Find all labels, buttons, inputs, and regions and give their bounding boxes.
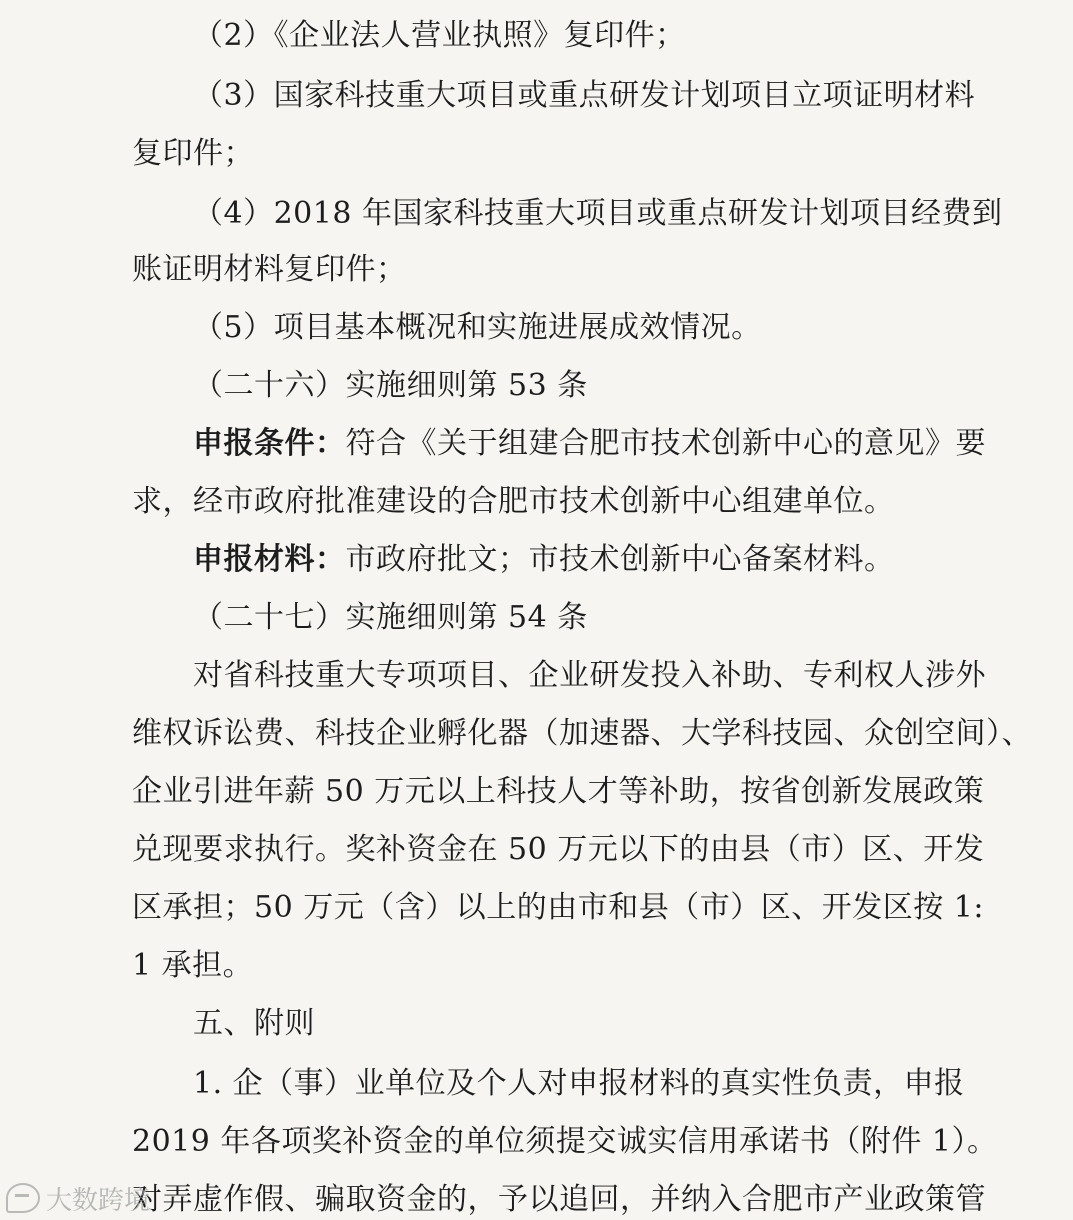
text-line-9: 求，经市政府批准建设的合肥市技术创新中心组建单位。 bbox=[132, 484, 895, 519]
text-line-5: 账证明材料复印件； bbox=[132, 252, 407, 287]
chat-bubble-icon bbox=[6, 1183, 40, 1213]
section-heading-27: （二十七）实施细则第 54 条 bbox=[193, 600, 588, 635]
text-line-20: 2019 年各项奖补资金的单位须提交诚实信用承诺书（附件 1）。 bbox=[132, 1124, 998, 1159]
text-line-14: 企业引进年薪 50 万元以上科技人才等补助，按省创新发展政策 bbox=[132, 774, 985, 809]
watermark bbox=[6, 1182, 150, 1214]
watermark-text: 大数跨境 bbox=[46, 1185, 151, 1216]
text-line-15: 兑现要求执行。奖补资金在 50 万元以下的由县（市）区、开发 bbox=[132, 832, 985, 867]
text-line-19: 1. 企（事）业单位及个人对申报材料的真实性负责，申报 bbox=[193, 1066, 965, 1101]
conditions-text: 符合《关于组建合肥市技术创新中心的意见》要 bbox=[345, 426, 986, 461]
text-line-6: （5）项目基本概况和实施进展成效情况。 bbox=[193, 310, 762, 345]
text-line-2: （3）国家科技重大项目或重点研发计划项目立项证明材料 bbox=[193, 78, 976, 113]
section-heading-appendix: 五、附则 bbox=[193, 1006, 315, 1041]
text-line-21: 对弄虚作假、骗取资金的，予以追回，并纳入合肥市产业政策管 bbox=[132, 1182, 986, 1217]
text-line-17: 1 承担。 bbox=[132, 948, 254, 983]
text-line-3: 复印件； bbox=[132, 136, 254, 171]
materials-label: 申报材料： bbox=[193, 542, 346, 577]
conditions-line bbox=[193, 424, 1073, 464]
section-heading-26: （二十六）实施细则第 53 条 bbox=[193, 368, 588, 403]
conditions-label: 申报条件： bbox=[193, 426, 346, 461]
materials-line bbox=[193, 540, 1073, 580]
materials-text: 市政府批文；市技术创新中心备案材料。 bbox=[345, 542, 895, 577]
text-line-12: 对省科技重大专项项目、企业研发投入补助、专利权人涉外 bbox=[193, 658, 986, 693]
text-line-16: 区承担；50 万元（含）以上的由市和县（市）区、开发区按 1: bbox=[132, 890, 984, 925]
text-line-13: 维权诉讼费、科技企业孵化器（加速器、大学科技园、众创空间）、 bbox=[132, 716, 1032, 751]
text-line-1: （2）《企业法人营业执照》复印件； bbox=[193, 18, 686, 53]
text-line-4: （4）2018 年国家科技重大项目或重点研发计划项目经费到 bbox=[193, 196, 1003, 231]
